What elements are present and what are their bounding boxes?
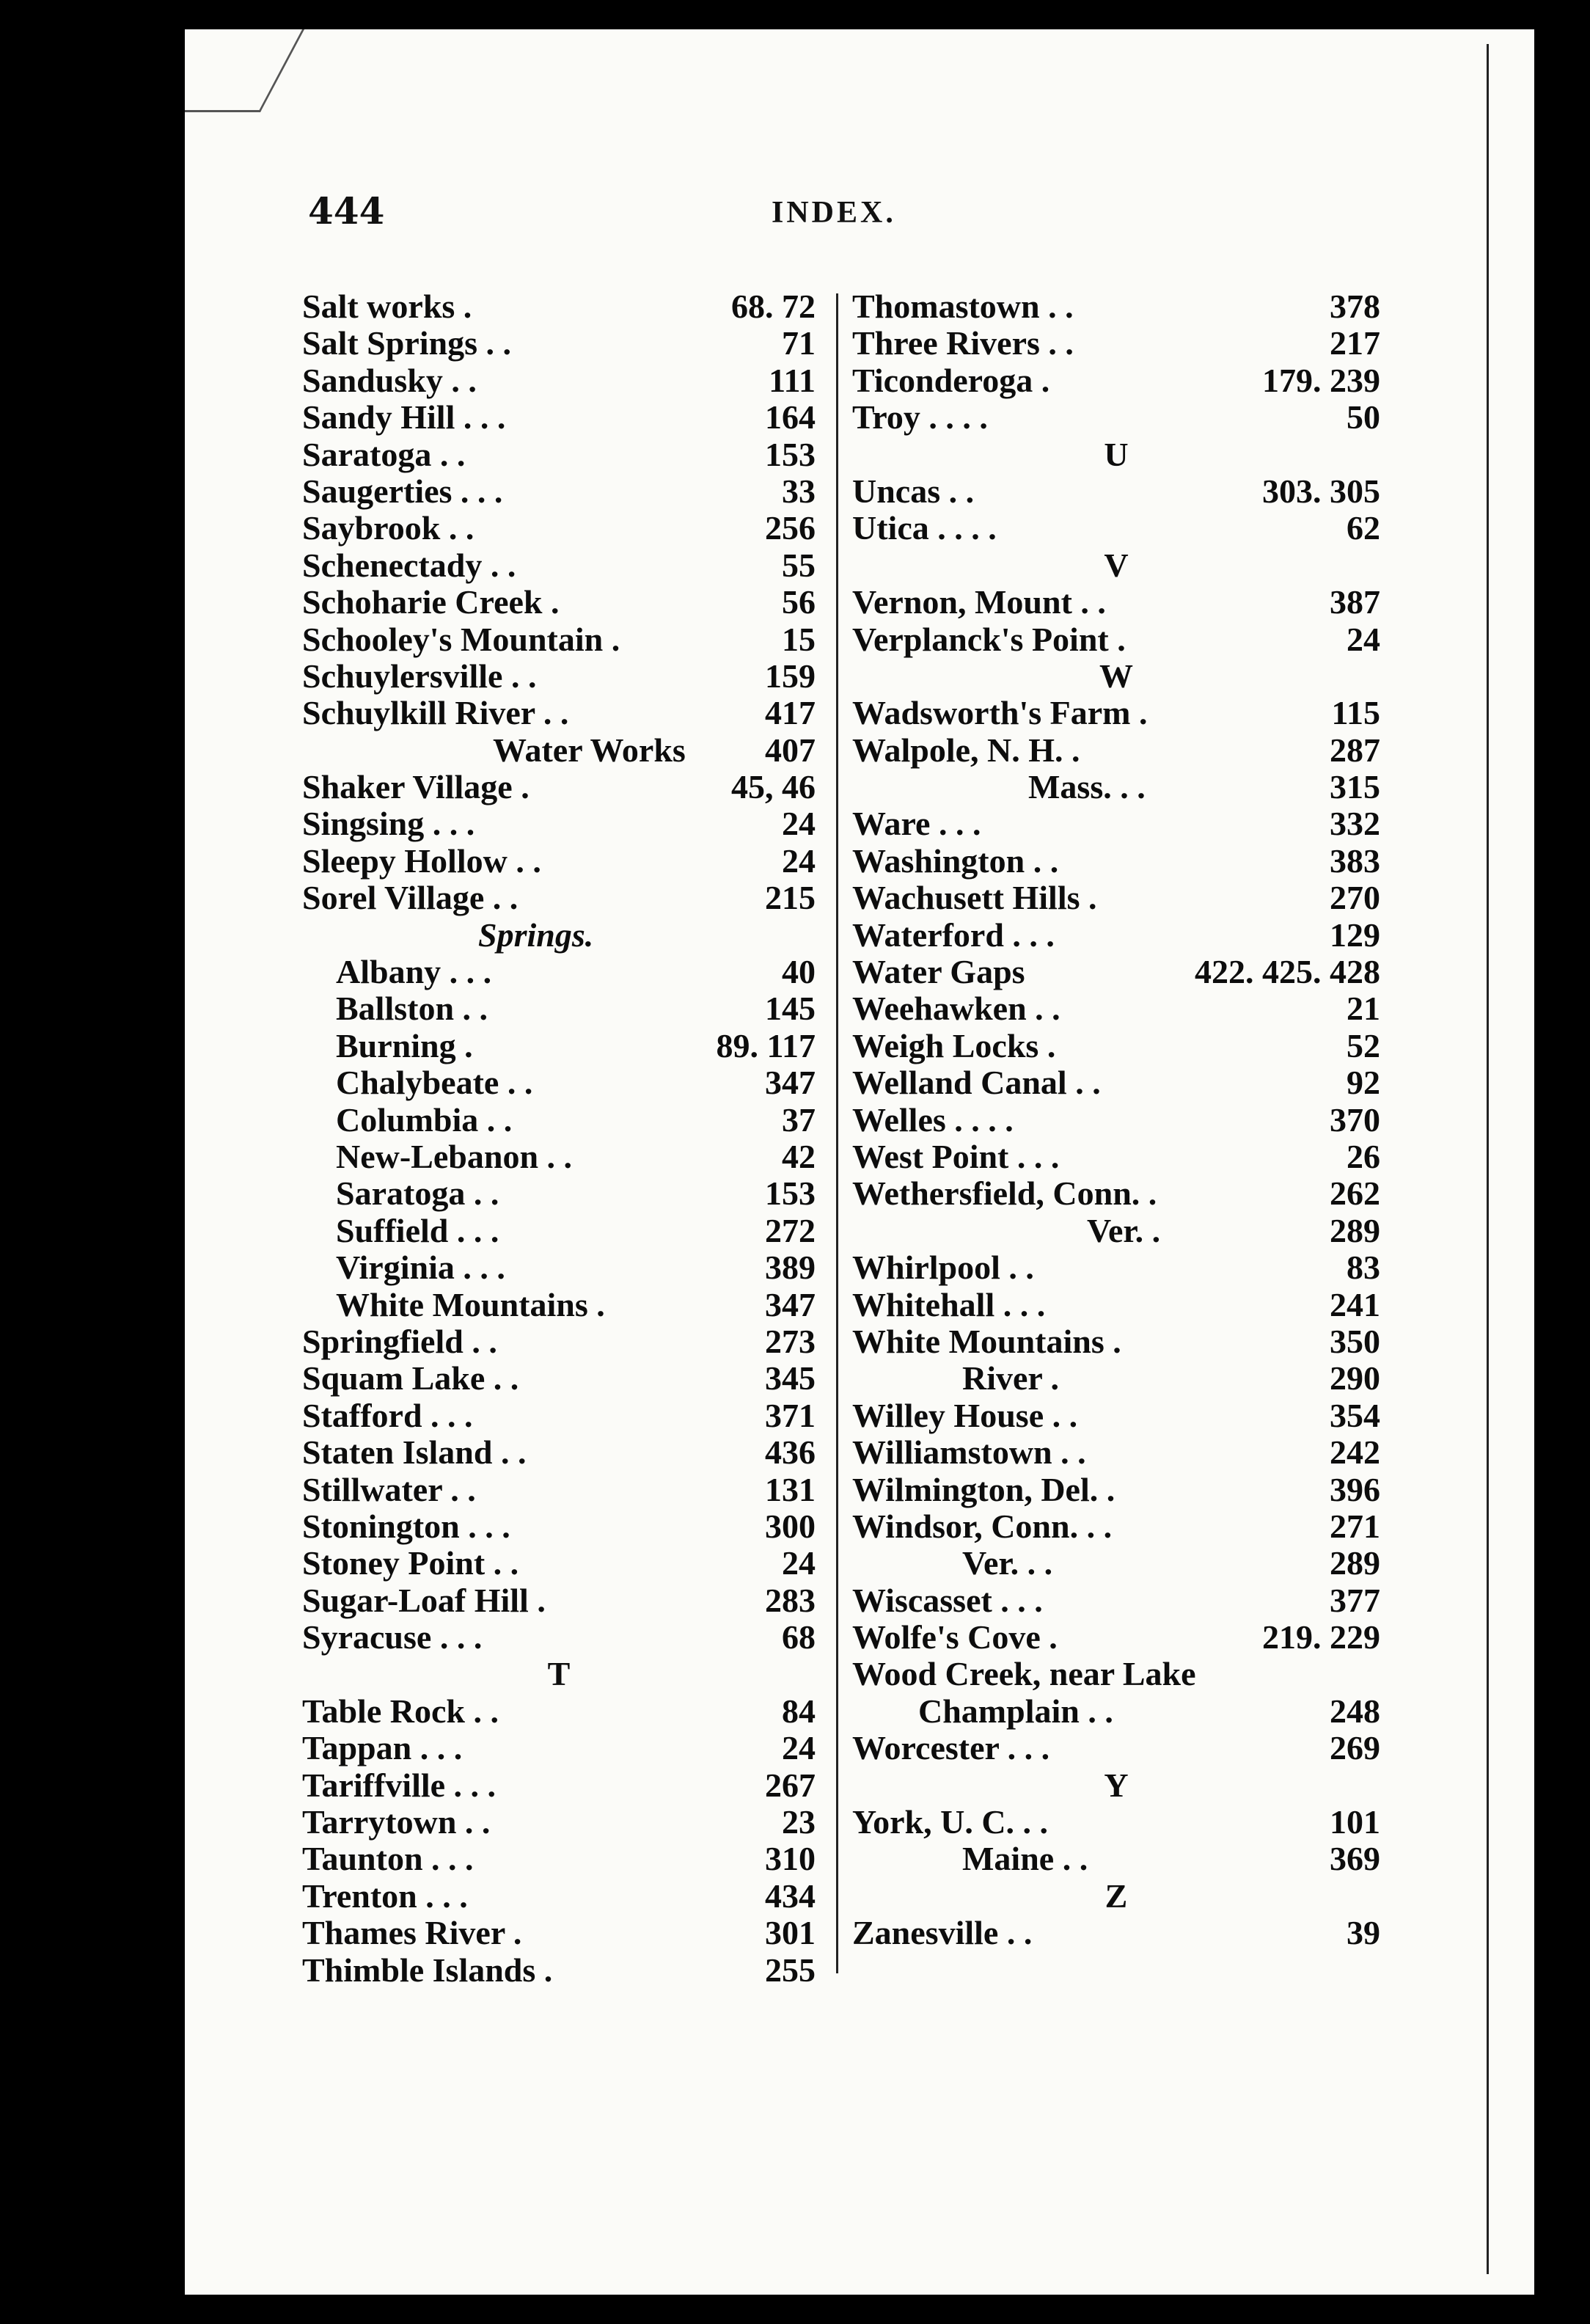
index-entry-pages: 369 <box>1330 1840 1380 1878</box>
index-subhead <box>302 917 816 954</box>
index-entry <box>852 399 1380 436</box>
index-entry-pages: 347 <box>765 1285 816 1323</box>
index-entry-term: Saratoga . . <box>336 1174 499 1213</box>
index-entry-term: Troy . . . . <box>852 398 988 436</box>
index-entry-term: Weehawken . . <box>852 990 1060 1028</box>
index-entry-pages: 179. 239 <box>1262 361 1380 399</box>
index-entry-pages: 248 <box>1330 1692 1380 1730</box>
index-entry-pages: 40 <box>782 953 816 991</box>
index-entry <box>852 584 1380 621</box>
index-entry-term: Wilmington, Del. . <box>852 1470 1115 1508</box>
section-letter-text: W <box>1099 657 1133 695</box>
index-entry <box>852 1213 1380 1249</box>
index-entry-pages: 24 <box>782 1729 816 1767</box>
index-entry <box>302 1582 816 1619</box>
index-entry-pages: 417 <box>765 694 816 732</box>
index-entry <box>302 1730 816 1766</box>
index-entry-pages: 267 <box>765 1766 816 1804</box>
index-entry-pages: 55 <box>782 546 816 584</box>
index-entry-pages: 153 <box>765 1174 816 1213</box>
index-entry <box>302 1878 816 1915</box>
index-entry-term: Salt Springs . . <box>302 324 512 362</box>
index-entry-term: Wiscasset . . . <box>852 1581 1043 1619</box>
index-entry <box>302 1508 816 1545</box>
index-entry-term: Thomastown . . <box>852 288 1074 325</box>
index-entry-pages: 269 <box>1330 1729 1380 1767</box>
index-entry <box>302 436 816 473</box>
index-entry-pages: 347 <box>765 1064 816 1102</box>
index-entry-pages: 242 <box>1330 1433 1380 1472</box>
page-header <box>185 189 1534 248</box>
book-page <box>185 29 1534 2295</box>
index-entry-term: Sandy Hill . . . <box>302 398 506 436</box>
index-entry <box>852 732 1380 769</box>
index-entry-term: Virginia . . . <box>336 1249 505 1287</box>
index-entry <box>852 1102 1380 1139</box>
index-entry-term: Walpole, N. H. . <box>852 731 1080 769</box>
index-entry-term: Squam Lake . . <box>302 1359 519 1397</box>
index-entry <box>302 1841 816 1877</box>
section-letter <box>302 1656 816 1692</box>
index-entry <box>302 325 816 362</box>
index-entry-pages: 434 <box>765 1877 816 1915</box>
index-entry-pages: 45, 46 <box>731 768 816 806</box>
index-entry <box>302 805 816 842</box>
index-entry <box>302 954 816 990</box>
index-entry-term: Syracuse . . . <box>302 1618 483 1656</box>
index-entry-term: Williamstown . . <box>852 1433 1086 1472</box>
index-entry-term: Taunton . . . <box>302 1840 474 1878</box>
index-entry <box>302 990 816 1027</box>
index-entry-term: Wood Creek, near Lake <box>852 1655 1196 1693</box>
index-entry <box>302 1915 816 1951</box>
index-entry-term: Ver. . <box>1087 1211 1161 1249</box>
index-entry-pages: 241 <box>1330 1285 1380 1323</box>
index-entry-term: Waterford . . . <box>852 916 1055 954</box>
index-entry <box>852 954 1380 990</box>
index-entry-term: Wolfe's Cove . <box>852 1618 1058 1656</box>
index-entry <box>302 1397 816 1434</box>
index-entry-pages: 52 <box>1347 1026 1380 1064</box>
index-entry-term: Saugerties . . . <box>302 472 503 510</box>
index-entry <box>302 473 816 510</box>
index-entry-term: Sandusky . . <box>302 361 477 399</box>
index-entry <box>852 843 1380 880</box>
index-entry <box>852 1139 1380 1175</box>
index-entry-term: White Mountains . <box>852 1322 1121 1360</box>
index-entry <box>852 1693 1380 1730</box>
index-entry-term: Saybrook . . <box>302 509 475 547</box>
index-entry-term: Uncas . . <box>852 472 975 510</box>
index-entry-pages: 37 <box>782 1100 816 1139</box>
index-entry-term: Schuylkill River . . <box>302 694 569 732</box>
index-entry-pages: 256 <box>765 509 816 547</box>
index-entry <box>302 1249 816 1286</box>
page-number: 444 <box>308 189 385 233</box>
index-entry-pages: 68. 72 <box>731 288 816 325</box>
index-entry <box>852 1545 1380 1582</box>
index-entry-pages: 42 <box>782 1137 816 1175</box>
index-entry-pages: 289 <box>1330 1211 1380 1249</box>
index-entry-pages: 159 <box>765 657 816 695</box>
index-entry-term: Chalybeate . . <box>336 1064 533 1102</box>
index-entry-term: Burning . <box>336 1026 473 1064</box>
index-entry-pages: 383 <box>1330 841 1380 880</box>
index-entry-term: Whitehall . . . <box>852 1285 1046 1323</box>
index-entry <box>852 288 1380 325</box>
index-entry <box>302 1102 816 1139</box>
index-entry-term: Shaker Village . <box>302 768 530 806</box>
index-entry-pages: 62 <box>1347 509 1380 547</box>
index-entry-pages: 89. 117 <box>716 1026 816 1064</box>
index-entry-term: New-Lebanon . . <box>336 1137 573 1175</box>
index-entry <box>852 1397 1380 1434</box>
index-entry-term: York, U. C. . . <box>852 1803 1049 1841</box>
index-entry-term: Ballston . . <box>336 990 488 1028</box>
index-entry-term: Wachusett Hills . <box>852 879 1097 917</box>
index-entry-pages: 436 <box>765 1433 816 1472</box>
index-entry-term: Champlain . . <box>918 1692 1113 1730</box>
index-entry <box>852 1841 1380 1877</box>
index-entry-pages: 101 <box>1330 1803 1380 1841</box>
index-entry-pages: 422. 425. 428 <box>1195 953 1380 991</box>
index-entry-pages: 83 <box>1347 1249 1380 1287</box>
index-entry-pages: 153 <box>765 435 816 473</box>
index-entry-pages: 24 <box>782 1544 816 1582</box>
index-entry-pages: 287 <box>1330 731 1380 769</box>
index-entry <box>302 1693 816 1730</box>
index-entry-term: Willey House . . <box>852 1396 1078 1434</box>
index-entry-pages: 111 <box>769 361 816 399</box>
index-entry-term: Stillwater . . <box>302 1470 476 1508</box>
section-letter <box>852 658 1380 695</box>
index-entry <box>302 1287 816 1323</box>
index-entry-term: Windsor, Conn. . . <box>852 1507 1113 1545</box>
index-entry-term: Weigh Locks . <box>852 1026 1056 1064</box>
index-entry-term: Schoharie Creek . <box>302 583 560 621</box>
index-entry-term: Thimble Islands . <box>302 1951 553 1989</box>
index-entry-term: Zanesville . . <box>852 1914 1033 1952</box>
index-entry-pages: 84 <box>782 1692 816 1730</box>
section-letter-text: Y <box>1104 1766 1129 1804</box>
index-entry-pages: 270 <box>1330 879 1380 917</box>
index-entry-term: Schuylersville . . <box>302 657 537 695</box>
index-entry <box>302 288 816 325</box>
index-entry-term: Welles . . . . <box>852 1100 1014 1139</box>
index-entry-term: Thames River . <box>302 1914 522 1952</box>
index-entry <box>852 1028 1380 1064</box>
index-entry-term: Ticonderoga . <box>852 361 1050 399</box>
running-head: INDEX. <box>772 196 896 230</box>
folded-corner <box>185 29 304 112</box>
index-entry <box>302 1139 816 1175</box>
index-entry <box>302 658 816 695</box>
index-entry-pages: 301 <box>765 1914 816 1952</box>
index-entry-term: Vernon, Mount . . <box>852 583 1106 621</box>
index-entry-pages: 50 <box>1347 398 1380 436</box>
index-entry-term: Mass. . . <box>1028 768 1146 806</box>
index-entry-pages: 56 <box>782 583 816 621</box>
index-entry <box>302 1360 816 1397</box>
index-entry-pages: 378 <box>1330 288 1380 325</box>
index-entry-pages: 33 <box>782 472 816 510</box>
index-entry-pages: 39 <box>1347 1914 1380 1952</box>
index-entry-pages: 255 <box>765 1951 816 1989</box>
section-letter <box>852 1767 1380 1804</box>
index-entry <box>302 1064 816 1101</box>
index-entry-pages: 15 <box>782 620 816 658</box>
index-entry <box>302 1323 816 1360</box>
section-letter-text: Z <box>1104 1877 1128 1915</box>
index-entry <box>852 1508 1380 1545</box>
index-entry-term: Schooley's Mountain . <box>302 620 620 658</box>
index-entry-term: Trenton . . . <box>302 1877 468 1915</box>
index-entry-term: Staten Island . . <box>302 1433 527 1472</box>
index-entry <box>852 917 1380 954</box>
index-entry-pages: 271 <box>1330 1507 1380 1545</box>
index-entry <box>302 1175 816 1212</box>
index-entry <box>852 362 1380 399</box>
index-entry <box>302 1213 816 1249</box>
column-divider <box>836 293 838 1973</box>
index-entry <box>852 1249 1380 1286</box>
index-entry-term: Salt works . <box>302 288 472 325</box>
index-entry <box>302 843 816 880</box>
index-column-right <box>852 288 1380 1952</box>
index-entry <box>302 769 816 805</box>
index-entry <box>302 584 816 621</box>
index-entry <box>302 1434 816 1471</box>
index-entry-pages: 371 <box>765 1396 816 1434</box>
index-entry <box>852 473 1380 510</box>
index-entry-pages: 115 <box>1331 694 1380 732</box>
section-letter-text: V <box>1104 546 1129 584</box>
index-entry-pages: 24 <box>1347 620 1380 658</box>
index-entry-term: Tariffville . . . <box>302 1766 497 1804</box>
index-entry-pages: 310 <box>765 1840 816 1878</box>
index-entry <box>852 1064 1380 1101</box>
index-entry-pages: 217 <box>1330 324 1380 362</box>
index-entry <box>852 325 1380 362</box>
index-entry <box>302 1619 816 1656</box>
index-entry-pages: 354 <box>1330 1396 1380 1434</box>
index-entry-pages: 68 <box>782 1618 816 1656</box>
index-entry-term: Springfield . . <box>302 1322 497 1360</box>
index-entry-pages: 396 <box>1330 1470 1380 1508</box>
index-entry-pages: 24 <box>782 805 816 843</box>
index-entry-term: Wadsworth's Farm . <box>852 694 1148 732</box>
section-letter-text: T <box>547 1655 571 1693</box>
index-entry-pages: 315 <box>1330 768 1380 806</box>
index-entry <box>302 732 816 769</box>
index-entry-term: Utica . . . . <box>852 509 997 547</box>
index-entry <box>302 1028 816 1064</box>
index-entry <box>852 1175 1380 1212</box>
index-entry <box>852 1915 1380 1951</box>
index-entry-term: Table Rock . . <box>302 1692 499 1730</box>
index-entry-pages: 332 <box>1330 805 1380 843</box>
page-fold-line <box>1487 44 1489 2274</box>
index-entry-term: Welland Canal . . <box>852 1064 1101 1102</box>
index-entry-pages: 219. 229 <box>1262 1618 1380 1656</box>
index-entry-term: Stafford . . . <box>302 1396 473 1434</box>
index-entry-term: Tappan . . . <box>302 1729 463 1767</box>
index-entry-term: White Mountains . <box>336 1285 605 1323</box>
index-entry <box>852 990 1380 1027</box>
index-entry-pages: 21 <box>1347 990 1380 1028</box>
index-entry-pages: 387 <box>1330 583 1380 621</box>
index-entry-term: Tarrytown . . <box>302 1803 491 1841</box>
index-entry <box>852 805 1380 842</box>
index-entry-pages: 377 <box>1330 1581 1380 1619</box>
index-column-left <box>302 288 816 1989</box>
index-entry <box>852 1804 1380 1841</box>
index-entry-term: Worcester . . . <box>852 1729 1050 1767</box>
index-entry-pages: 350 <box>1330 1322 1380 1360</box>
index-entry-pages: 303. 305 <box>1262 472 1380 510</box>
index-entry-pages: 23 <box>782 1803 816 1841</box>
index-entry-pages: 290 <box>1330 1359 1380 1397</box>
index-entry <box>852 880 1380 916</box>
index-entry-pages: 71 <box>782 324 816 362</box>
index-entry-pages: 300 <box>765 1507 816 1545</box>
index-entry-term: Ware . . . <box>852 805 981 843</box>
index-entry-term: Columbia . . <box>336 1100 513 1139</box>
section-letter <box>852 1878 1380 1915</box>
index-entry-term: Three Rivers . . <box>852 324 1074 362</box>
index-entry <box>852 1656 1380 1692</box>
index-entry-pages: 215 <box>765 879 816 917</box>
index-entry-term: Washington . . <box>852 841 1059 880</box>
index-entry-term: Schenectady . . <box>302 546 516 584</box>
index-entry <box>302 362 816 399</box>
index-entry-term: Albany . . . <box>336 953 492 991</box>
index-entry <box>852 1323 1380 1360</box>
index-entry <box>302 880 816 916</box>
index-entry-pages: 164 <box>765 398 816 436</box>
section-letter <box>852 436 1380 473</box>
index-entry <box>302 547 816 584</box>
index-entry-term: Stonington . . . <box>302 1507 510 1545</box>
index-entry-term: Verplanck's Point . <box>852 620 1126 658</box>
index-entry <box>302 1545 816 1582</box>
index-entry-pages: 272 <box>765 1211 816 1249</box>
index-entry-term: Singsing . . . <box>302 805 475 843</box>
index-entry <box>302 621 816 658</box>
index-entry-pages: 289 <box>1330 1544 1380 1582</box>
index-entry-term: Suffield . . . <box>336 1211 499 1249</box>
index-entry-pages: 262 <box>1330 1174 1380 1213</box>
index-entry-pages: 283 <box>765 1581 816 1619</box>
index-entry <box>302 695 816 731</box>
index-entry <box>302 1952 816 1989</box>
index-entry <box>302 1472 816 1508</box>
index-entry-term: Stoney Point . . <box>302 1544 519 1582</box>
index-entry <box>852 695 1380 731</box>
section-letter <box>852 547 1380 584</box>
index-entry <box>852 621 1380 658</box>
index-entry <box>852 510 1380 547</box>
index-entry <box>852 1434 1380 1471</box>
index-entry <box>852 769 1380 805</box>
index-entry-term: Sorel Village . . <box>302 879 519 917</box>
index-entry-pages: 92 <box>1347 1064 1380 1102</box>
index-entry-term: Sugar-Loaf Hill . <box>302 1581 546 1619</box>
index-entry-pages: 129 <box>1330 916 1380 954</box>
index-entry-term: Water Works <box>493 731 686 769</box>
index-entry <box>302 399 816 436</box>
index-entry-pages: 26 <box>1347 1137 1380 1175</box>
section-letter-text: U <box>1104 435 1129 473</box>
index-entry-pages: 370 <box>1330 1100 1380 1139</box>
index-entry-term: Wethersfield, Conn. . <box>852 1174 1157 1213</box>
index-entry-term: Whirlpool . . <box>852 1249 1034 1287</box>
index-entry-term: West Point . . . <box>852 1137 1060 1175</box>
index-entry <box>852 1287 1380 1323</box>
index-entry <box>302 510 816 547</box>
index-entry-pages: 407 <box>765 731 816 769</box>
index-entry-pages: 131 <box>765 1470 816 1508</box>
index-entry <box>852 1360 1380 1397</box>
index-entry-pages: 24 <box>782 841 816 880</box>
index-entry-pages: 345 <box>765 1359 816 1397</box>
index-entry-term: Saratoga . . <box>302 435 466 473</box>
index-subhead-text: Springs. <box>478 916 594 954</box>
index-entry <box>852 1582 1380 1619</box>
index-entry-pages: 145 <box>765 990 816 1028</box>
index-entry-pages: 389 <box>765 1249 816 1287</box>
index-entry-term: Ver. . . <box>962 1544 1053 1582</box>
index-entry <box>302 1767 816 1804</box>
index-entry-term: Maine . . <box>962 1840 1088 1878</box>
index-entry <box>852 1472 1380 1508</box>
index-entry <box>852 1619 1380 1656</box>
index-entry-term: Water Gaps <box>852 953 1025 991</box>
index-entry-pages: 273 <box>765 1322 816 1360</box>
index-entry-term: River . <box>962 1359 1060 1397</box>
index-entry-term: Sleepy Hollow . . <box>302 841 541 880</box>
index-entry <box>852 1730 1380 1766</box>
index-entry <box>302 1804 816 1841</box>
